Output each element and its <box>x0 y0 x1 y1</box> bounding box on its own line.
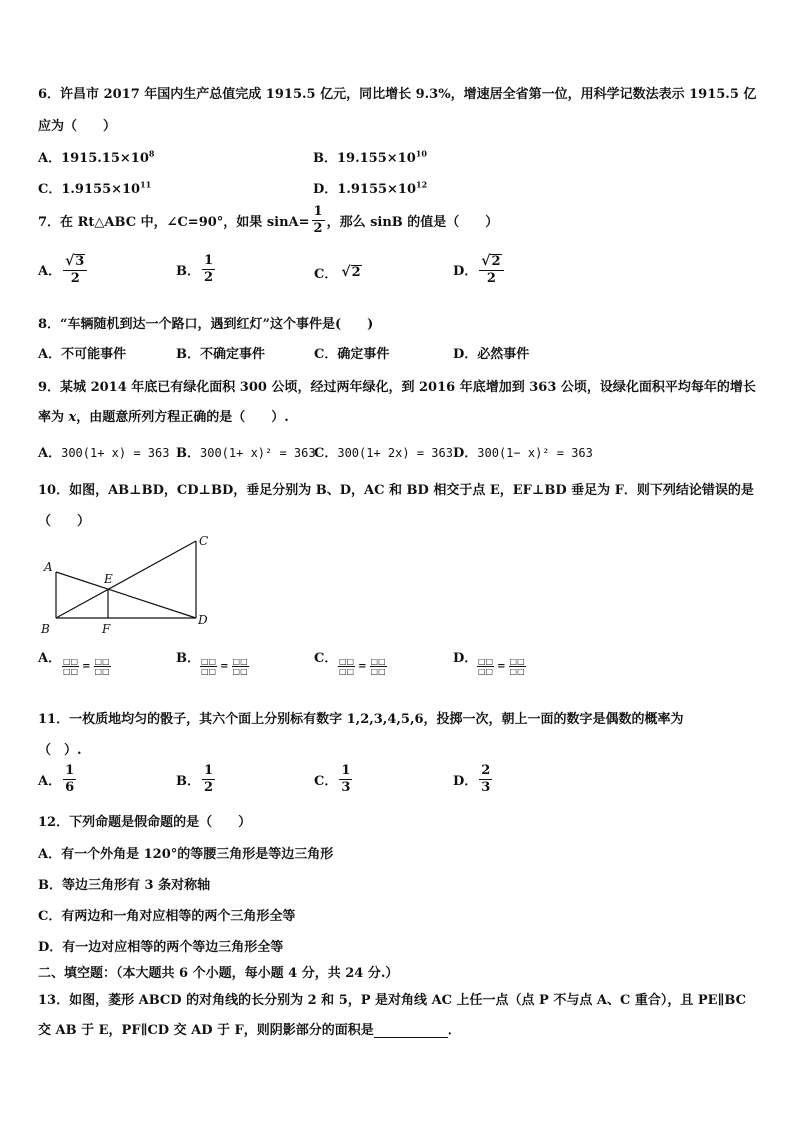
q10-stem-line1: 10．如图，AB⊥BD，CD⊥BD，垂足分别为 B、D，AC 和 BD 相交于点 E，EF⊥BD 垂足为 F．则下列结论错误的是 <box>38 483 754 498</box>
q12-option-c[interactable]: C．有两边和一角对应相等的两个三角形全等 <box>38 909 296 924</box>
q7-stem: 7．在 Rt△ABC 中，∠C=90°，如果 sinA= $\frac{1}{2}$ ，那么 sinB 的值是（ ） <box>38 204 499 236</box>
q8-option-d[interactable]: D．必然事件 <box>453 347 530 362</box>
q6-option-c[interactable]: C．$1.9155\times 10^{11}$ <box>38 179 152 197</box>
q13-stem-line1: 13．如图，菱形 ABCD 的对角线的长分别为 2 和 5，P 是对角线 AC 上任一点（点 P 不与点 A、C 重合），且 PE∥BC <box>38 993 747 1008</box>
label-b: B <box>41 622 50 636</box>
q10-option-d-formula: $\frac{□□}{□□}$ = $\frac{□□}{□□}$ <box>478 656 525 676</box>
q6-stem-line1: 6．许昌市 2017 年国内生产总值完成 1915.5 亿元，同比增长 9.3%，增速居全省第一位，用科学记数法表示 1915.5 亿 <box>38 87 757 102</box>
section-fill-in-heading: 二、填空题：（本大题共 6 个小题，每小题 4 分，共 24 分.） <box>38 966 399 981</box>
q12-option-a[interactable]: A．有一个外角是 120°的等腰三角形是等边三角形 <box>38 847 334 862</box>
label-f: F <box>102 622 111 636</box>
q9-stem-line2: 率为 x，由题意所列方程正确的是（ ）. <box>38 410 289 425</box>
q11-option-b[interactable]: B． $\frac{1}{2}$ <box>176 763 214 795</box>
q9-stem-line1: 9．某城 2014 年底已有绿化面积 300 公顷，经过两年绿化，到 2016 年底增加到 363 公顷，设绿化面积平均每年的增长 <box>38 380 756 395</box>
q6-option-d[interactable]: D．$1.9155\times 10^{12}$ <box>313 179 428 197</box>
q7-option-b[interactable]: B． $\frac{1}{2}$ <box>176 253 214 285</box>
label-a: A <box>44 560 53 574</box>
q8-stem: 8．“车辆随机到达一个路口，遇到红灯”这个事件是( ) <box>38 317 374 332</box>
q9-option-a[interactable]: A．300(1+ x) = 363 <box>38 446 170 461</box>
q7-option-d[interactable]: D． √ 2 2 <box>453 254 506 286</box>
q11-stem-line1: 11．一枚质地均匀的骰子，其六个面上分别标有数字 1,2,3,4,5,6，投掷一次，朝上一面的数字是偶数的概率为 <box>38 712 684 727</box>
q10-option-a-formula: $\frac{□□}{□□}$ = $\frac{□□}{□□}$ <box>63 656 110 676</box>
q8-option-a[interactable]: A．不可能事件 <box>38 347 127 362</box>
q10-figure <box>36 530 221 640</box>
label-e: E <box>104 572 113 586</box>
q12-stem: 12．下列命题是假命题的是（ ） <box>38 815 252 830</box>
q10-option-c-formula: $\frac{□□}{□□}$ = $\frac{□□}{□□}$ <box>339 656 386 676</box>
q11-option-d[interactable]: D． $\frac{2}{3}$ <box>453 763 491 795</box>
q12-option-d[interactable]: D．有一边对应相等的两个等边三角形全等 <box>38 940 284 955</box>
q10-option-b-formula: $\frac{□□}{□□}$ = $\frac{□□}{□□}$ <box>201 656 248 676</box>
q10-stem-line2: （ ） <box>38 514 91 529</box>
q13-answer-blank[interactable] <box>374 1025 448 1038</box>
q9-option-d[interactable]: D．300(1− x)² = 363 <box>453 446 593 461</box>
label-d: D <box>198 613 208 627</box>
q8-option-c[interactable]: C．确定事件 <box>314 347 390 362</box>
q10-option-d[interactable]: D． $\frac{□□}{□□}$ = $\frac{□□}{□□}$ <box>453 651 525 676</box>
q10-option-a[interactable]: A． $\frac{□□}{□□}$ = $\frac{□□}{□□}$ <box>38 651 110 676</box>
q10-option-c[interactable]: C． $\frac{□□}{□□}$ = $\frac{□□}{□□}$ <box>314 651 386 676</box>
label-c: C <box>199 534 209 548</box>
q9-option-c[interactable]: C．300(1+ 2x) = 363 <box>314 446 453 461</box>
q9-option-b[interactable]: B．300(1+ x)² = 363 <box>176 446 316 461</box>
q6-stem-line2: 应为（ ） <box>38 119 117 134</box>
q11-stem-line2: （ ）. <box>38 743 82 758</box>
q6-option-a[interactable]: A．$1915.15\times 10^8$ <box>38 148 155 166</box>
q11-option-c[interactable]: C． $\frac{1}{3}$ <box>314 763 351 795</box>
q7-option-a[interactable]: A． √ 3 2 <box>38 254 89 286</box>
q8-option-b[interactable]: B．不确定事件 <box>176 347 265 362</box>
q11-option-a[interactable]: A． $\frac{1}{6}$ <box>38 763 75 795</box>
q12-option-b[interactable]: B．等边三角形有 3 条对称轴 <box>38 878 211 893</box>
q10-option-b[interactable]: B． $\frac{□□}{□□}$ = $\frac{□□}{□□}$ <box>176 651 248 676</box>
q7-option-c[interactable]: C． √ 2 <box>314 263 361 282</box>
q6-option-b[interactable]: B．$19.155\times 10^{10}$ <box>313 148 427 166</box>
q13-stem-line2: 交 AB 于 E，PF∥CD 交 AD 于 F，则阴影部分的面积是 ． <box>38 1023 461 1038</box>
